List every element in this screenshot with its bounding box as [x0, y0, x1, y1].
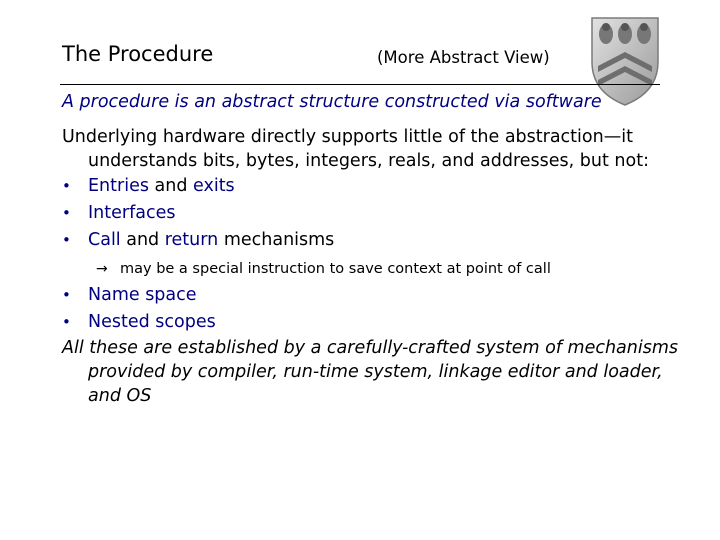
right-arrow-icon: →	[96, 261, 108, 277]
bullet-dot-icon: •	[62, 286, 71, 304]
sub-bullet-text: may be a special instruction to save context at point of call	[120, 261, 551, 277]
bullet-dot-icon: •	[62, 313, 71, 331]
connector-text: and	[148, 176, 194, 196]
hardware-paragraph: Underlying hardware directly supports little of the abstraction—it understands bits, bytes, integers, reals, and addresses, but not:	[62, 127, 649, 171]
bullet-dot-icon: •	[62, 231, 71, 249]
bullet-dot-icon: •	[62, 204, 71, 222]
connector-text: mechanisms	[218, 230, 335, 250]
bullet-call-return	[62, 227, 682, 254]
term-exits: exits	[193, 176, 235, 196]
bullet-entries-exits	[62, 173, 682, 200]
sub-bullet-special-instruction	[62, 256, 682, 282]
term-name-space: Name space	[88, 285, 197, 305]
closing-paragraph: All these are established by a carefully-crafted system of mechanisms provided by compiler, run-time system, linkage editor and loader, and OS	[62, 338, 679, 406]
bullet-nested-scopes	[62, 309, 682, 336]
slide-body	[62, 125, 682, 408]
bullet-name-space	[62, 282, 682, 309]
term-return: return	[164, 230, 219, 250]
term-nested-scopes: Nested scopes	[88, 312, 216, 332]
intro-statement: A procedure is an abstract structure constructed via software	[62, 92, 602, 112]
connector-text: and	[120, 230, 165, 250]
term-interfaces: Interfaces	[88, 203, 176, 223]
title-divider	[60, 84, 660, 85]
term-entries: Entries	[88, 176, 149, 196]
slide-subtitle: (More Abstract View)	[377, 48, 550, 67]
bullet-dot-icon: •	[62, 177, 71, 195]
bullet-interfaces	[62, 200, 682, 227]
slide-title: The Procedure	[62, 42, 214, 66]
term-call: Call	[88, 230, 121, 250]
